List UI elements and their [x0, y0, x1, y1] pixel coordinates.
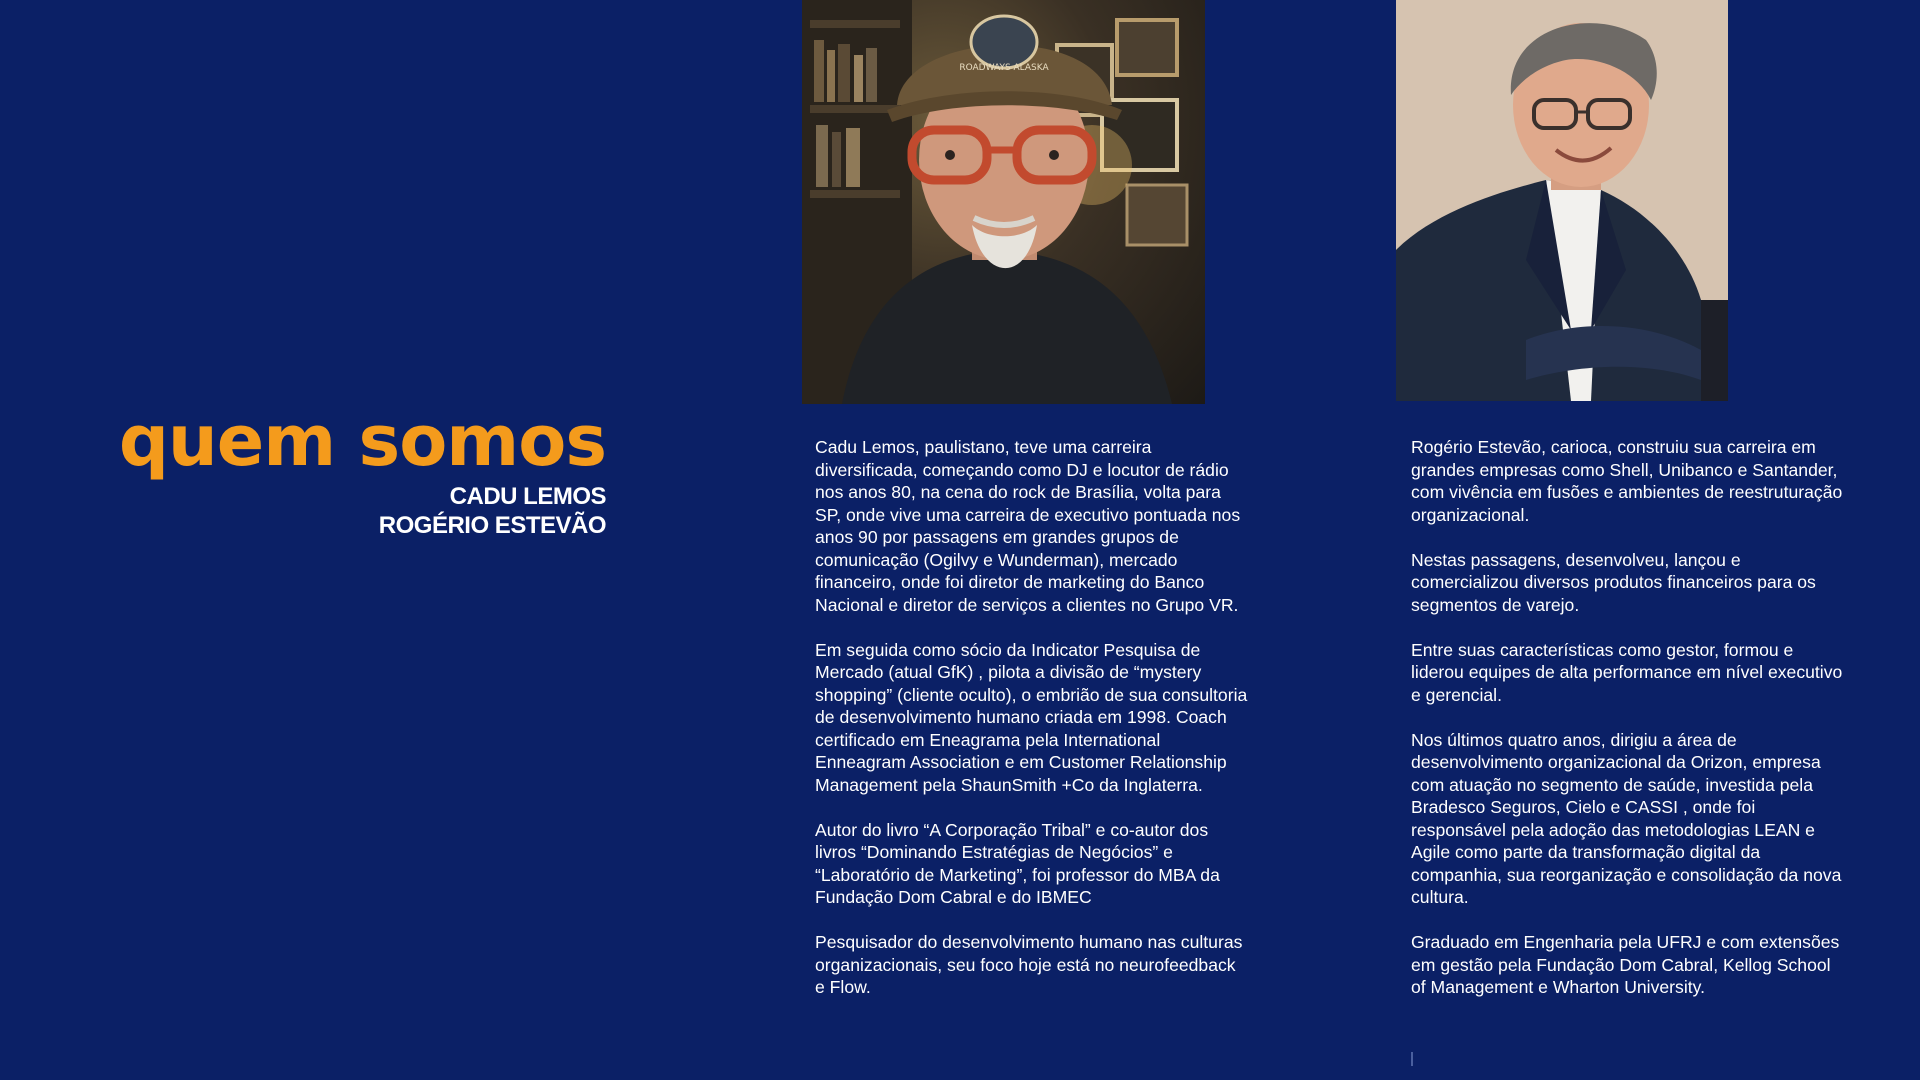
cap-text: ROADWAYS ALASKA — [959, 63, 1049, 73]
bio-paragraph: Cadu Lemos, paulistano, teve uma carreira diversificada, começando como DJ e locutor de rádio nos anos 80, na cena do rock de Brasília, volta para SP, onde vive uma carreira de executivo pontuada nos anos 90 por passagens em grandes grupos de comunicação (Ogilvy e Wunderman), mercado financeiro, onde foi diretor de marketing do Banco Nacional e diretor de serviços a clientes no Grupo VR. — [815, 437, 1241, 615]
portrait-cadu-illustration — [802, 0, 1205, 404]
bio-paragraph: Rogério Estevão, carioca, construiu sua carreira em grandes empresas como Shell, Unibanco e Santander, com vivência em fusões e ambientes de reestruturação organizacional. — [1411, 437, 1843, 525]
title-block — [0, 400, 606, 540]
bio-rogerio-estevao — [1411, 436, 1849, 1021]
bio-paragraph: Graduado em Engenharia pela UFRJ e com extensões em gestão pela Fundação Dom Cabral, Kellog School of Management e Wharton University. — [1411, 932, 1840, 997]
photo-cadu-lemos — [802, 0, 1205, 404]
name-cadu-lemos: CADU LEMOS — [449, 483, 606, 510]
name-rogerio-estevao: ROGÉRIO ESTEVÃO — [378, 512, 606, 539]
page-title: quem somos — [118, 400, 606, 482]
bio-paragraph: Pesquisador do desenvolvimento humano nas culturas organizacionais, seu foco hoje está no neurofeedback e Flow. — [815, 932, 1243, 997]
page-marker — [1411, 1052, 1413, 1066]
bio-paragraph: Autor do livro “A Corporação Tribal” e co-autor dos livros “Dominando Estratégias de Negócios” e “Laboratório de Marketing”, foi professor do MBA da Fundação Dom Cabral e do IBMEC — [815, 819, 1220, 907]
bio-paragraph: Entre suas características como gestor, formou e liderou equipes de alta performance em nível executivo e gerencial. — [1411, 639, 1843, 705]
portrait-rogerio-illustration — [1396, 0, 1728, 401]
bio-cadu-lemos — [815, 436, 1250, 1021]
bio-paragraph: Nos últimos quatro anos, dirigiu a área de desenvolvimento organizacional da Orizon, empresa com atuação no segmento de saúde, investida pela Bradesco Seguros, Cielo e CASSI , onde foi responsável pela adoção das metodologias LEAN e Agile como parte da transformação digital da companhia, sua reorganização e consolidação da nova cultura. — [1411, 729, 1842, 907]
bio-paragraph: Nestas passagens, desenvolveu, lançou e comercializou diversos produtos financeiros para os segmentos de varejo. — [1411, 549, 1816, 615]
photo-rogerio-estevao — [1396, 0, 1728, 401]
bio-paragraph: Em seguida como sócio da Indicator Pesquisa de Mercado (atual GfK) , pilota a divisão de “mystery shopping” (cliente oculto), o embrião de sua consultoria de desenvolvimento humano criada em 1998. Coach certificado em Eneagrama pela International Enneagram Association e em Customer Relationship Management pela ShaunSmith +Co da Inglaterra. — [815, 639, 1248, 795]
